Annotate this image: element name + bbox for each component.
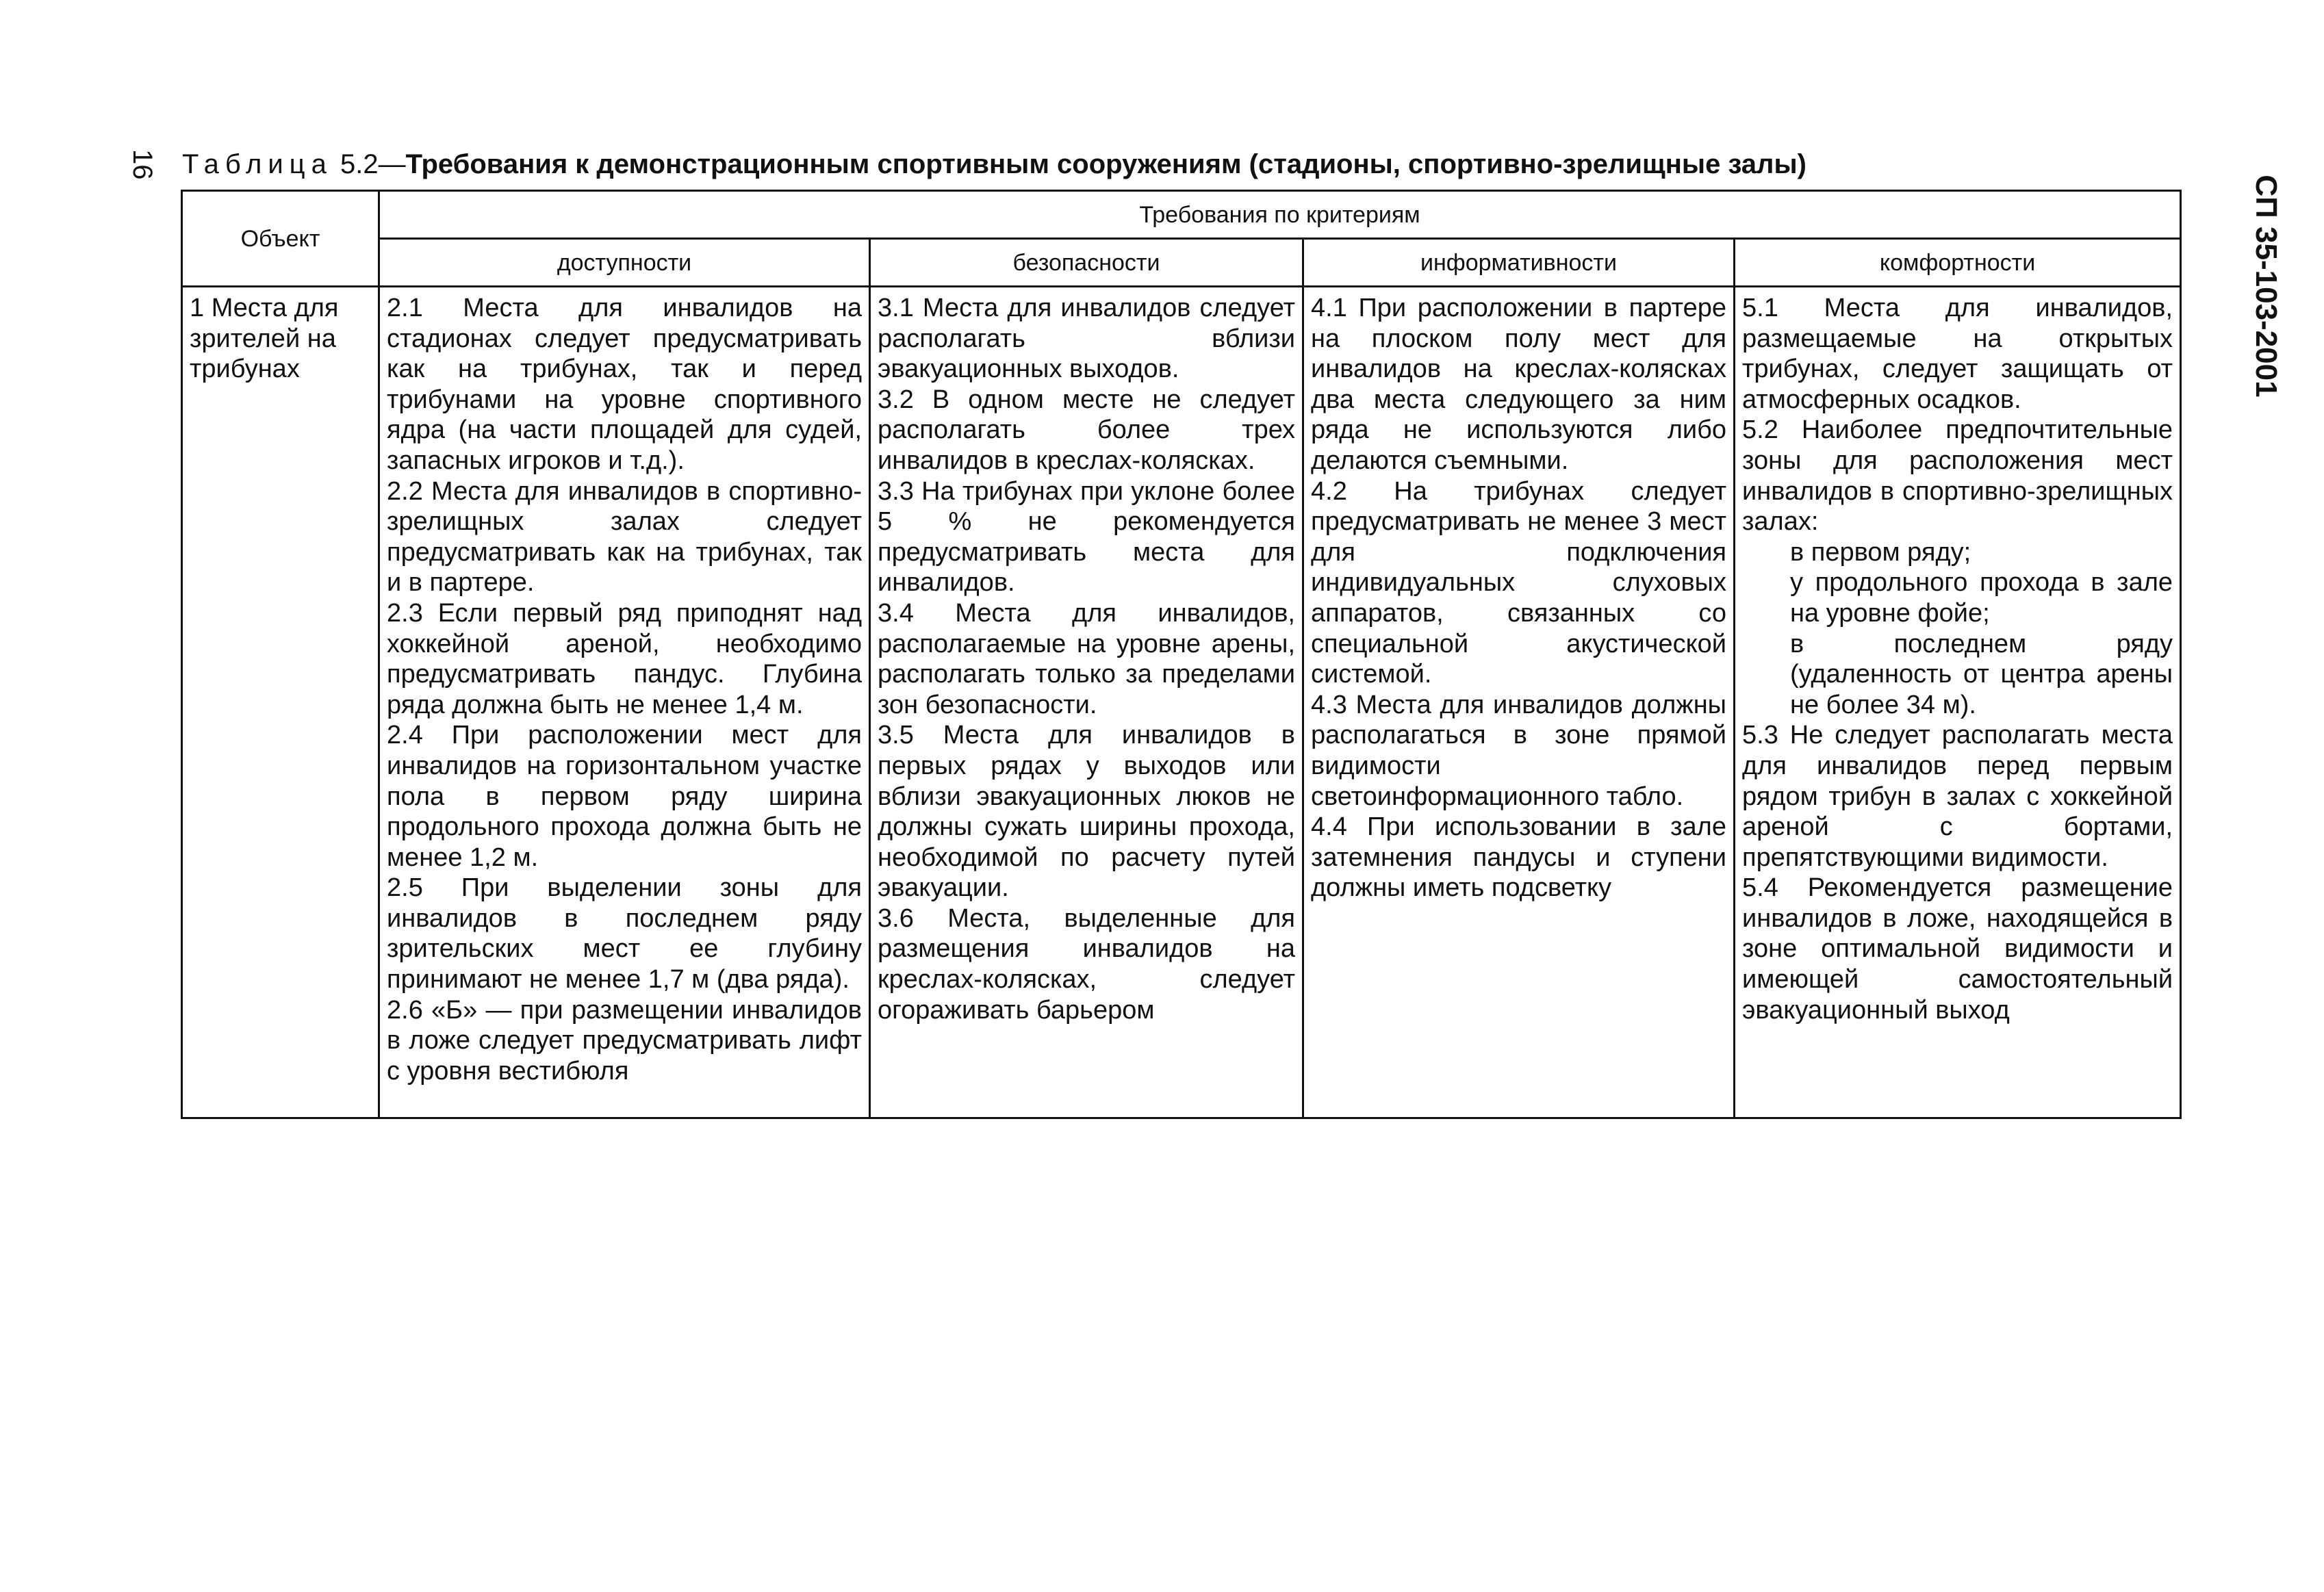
requirement-5-3: 5.3 Не следует располагать места для инвалидов перед первым рядом трибун в залах с хоккейной ареной с бортами, препятствующими видимости. (1742, 721, 2173, 872)
accessibility-cell (379, 287, 870, 1118)
header-safety: безопасности (870, 239, 1303, 287)
requirement-5-2: 5.2 Наиболее предпочтительные зоны для расположения мест инвалидов в спортивно-зрелищных залах: (1742, 415, 2173, 537)
requirement-5-1: 5.1 Места для инвалидов, размещаемые на открытых трибунах, следует защищать от атмосферных осадков. (1742, 294, 2173, 414)
page-number: 16 (127, 149, 157, 180)
requirement-2-2: 2.2 Места для инвалидов в спортивно-зрелищных залах следует предусматривать как на трибунах, так и в партере. (387, 476, 862, 598)
requirement-3-2: 3.2 В одном месте не следует располагать более трех инвалидов в креслах-колясках. (878, 385, 1295, 475)
header-criteria-group: Требования по критериям (379, 191, 2181, 239)
requirement-3-6: 3.6 Места, выделенные для размещения инвалидов на креслах-колясках, следует огораживать барьером (878, 903, 1295, 1025)
requirement-4-4: 4.4 При использовании в зале затемнения пандусы и ступени должны иметь подсветку (1311, 812, 1726, 903)
informativeness-cell (1303, 287, 1735, 1118)
document-code: СП 35-103-2001 (2249, 175, 2283, 398)
requirement-3-3: 3.3 На трибунах при уклоне более 5 % не рекомендуется предусматривать места для инвалидов. (878, 476, 1295, 598)
comfort-cell (1735, 287, 2181, 1118)
header-comfort: комфортности (1735, 239, 2181, 287)
safety-cell (870, 287, 1303, 1118)
zone-item: в первом ряду; (1790, 537, 1971, 567)
requirement-2-5: 2.5 При выделении зоны для инвалидов в последнем ряду зрительских мест ее глубину принимают не менее 1,7 м (два ряда). (387, 873, 862, 994)
object-cell (182, 287, 379, 1118)
requirements-table (181, 190, 2182, 1119)
caption-number: 5.2 (340, 149, 379, 179)
requirement-3-1: 3.1 Места для инвалидов следует располагать вблизи эвакуационных выходов. (878, 294, 1295, 384)
requirement-2-3: 2.3 Если первый ряд приподнят над хоккейной ареной, необходимо предусматривать пандус. Глубина ряда должна быть не менее 1,4 м. (387, 598, 862, 719)
header-accessibility: доступности (379, 239, 870, 287)
requirement-3-4: 3.4 Места для инвалидов, располагаемые на уровне арены, располагать только за пределами зон безопасности. (878, 598, 1295, 719)
object-name: 1 Места для зрителей на трибунах (190, 294, 339, 384)
requirement-2-1: 2.1 Места для инвалидов на стадионах следует предусматривать как на трибунах, так и перед трибунами на уровне спортивного ядра (на части площадей для судей, запасных игроков и т.д.). (387, 294, 862, 475)
table-caption (182, 144, 2201, 185)
header-informativeness: информативности (1303, 239, 1735, 287)
requirement-5-4: 5.4 Рекомендуется размещение инвалидов в ложе, находящейся в зоне оптимальной видимости и имеющей самостоятельный эвакуационный выход (1742, 873, 2173, 1025)
requirement-2-6: 2.6 «Б» — при размещении инвалидов в ложе следует предусматривать лифт с уровня вестибюля (387, 995, 862, 1086)
header-object: Объект (182, 191, 379, 287)
requirement-4-3: 4.3 Места для инвалидов должны располагаться в зоне прямой видимости светоинформационного табло. (1311, 690, 1726, 811)
requirement-4-2: 4.2 На трибунах следует предусматривать не менее 3 мест для подключения индивидуальных слуховых аппаратов, связанных со специальной акустической системой. (1311, 476, 1726, 689)
requirement-4-1: 4.1 При расположении в партере на плоском полу мест для инвалидов на креслах-колясках два места следующего за ним ряда не используются либо делаются съемными. (1311, 294, 1726, 475)
zone-item: в последнем ряду (удаленность от центра арены не более 34 м). (1790, 629, 2173, 719)
requirement-2-4: 2.4 При расположении мест для инвалидов на горизонтальном участке пола в первом ряду ширина продольного прохода должна быть не менее 1,2 м. (387, 721, 862, 872)
caption-label: Таблица (182, 149, 333, 179)
caption-title: Требования к демонстрационным спортивным сооружениям (стадионы, спортивно-зрелищные залы) (405, 149, 1806, 179)
caption-dash: — (378, 149, 406, 179)
requirement-3-5: 3.5 Места для инвалидов в первых рядах у выходов или вблизи эвакуационных люков не должны сужать ширины прохода, необходимой по расчету путей эвакуации. (878, 721, 1295, 903)
table-row (182, 287, 2181, 1118)
zone-item: у продольного прохода в зале на уровне фойе; (1790, 568, 2173, 628)
